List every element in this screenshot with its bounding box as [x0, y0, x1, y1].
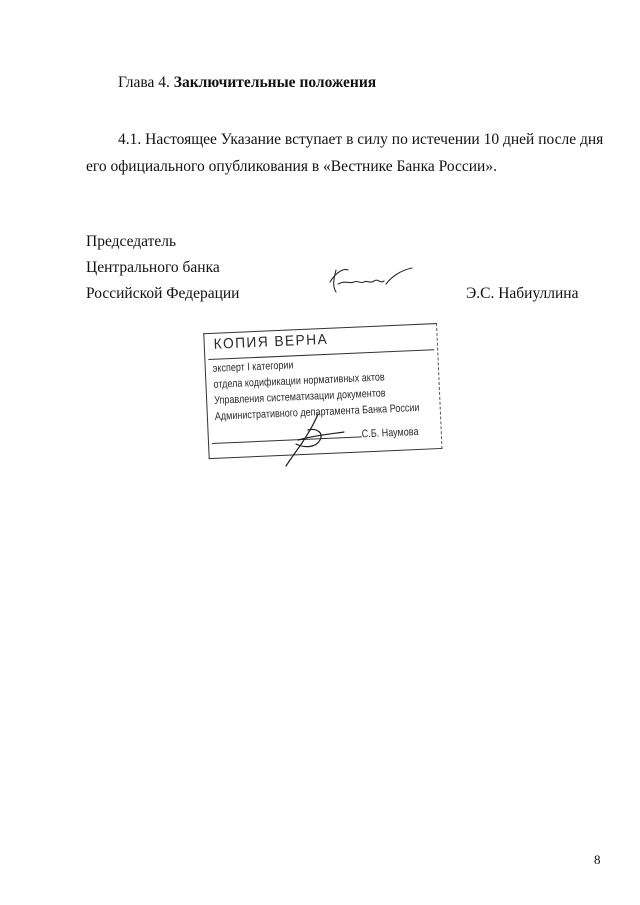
stamp-line-3: Управления систематизации документов	[213, 387, 386, 407]
stamp-title: КОПИЯ ВЕРНА	[213, 331, 329, 353]
chapter-heading	[118, 74, 376, 92]
paragraph-4-1	[86, 126, 606, 180]
stamp-signer-name: С.Б. Наумова	[361, 425, 419, 441]
stamp-signature	[278, 410, 348, 468]
signatory-position-line-3: Российской Федерации	[86, 285, 240, 302]
stamp-line-2: отдела кодификации нормативных актов	[213, 371, 385, 391]
signatory-position-line-2: Центрального банка	[86, 259, 220, 276]
stamp-line-1: эксперт I категории	[212, 359, 294, 375]
paragraph-text: 4.1. Настоящее Указание вступает в силу по истечении 10 дней после дня его официального опубликования в «Вестнике Банка России».	[86, 131, 604, 175]
signatory-position-line-1: Председатель	[86, 233, 177, 250]
page-number: 8	[594, 852, 601, 867]
chapter-title: Заключительные положения	[173, 74, 377, 91]
chapter-label: Глава 4.	[118, 74, 170, 91]
signatory-name: Э.С. Набиуллина	[466, 285, 579, 302]
chairman-signature	[322, 262, 418, 296]
stamp-line-4: Административного департамента Банка России	[214, 401, 420, 423]
